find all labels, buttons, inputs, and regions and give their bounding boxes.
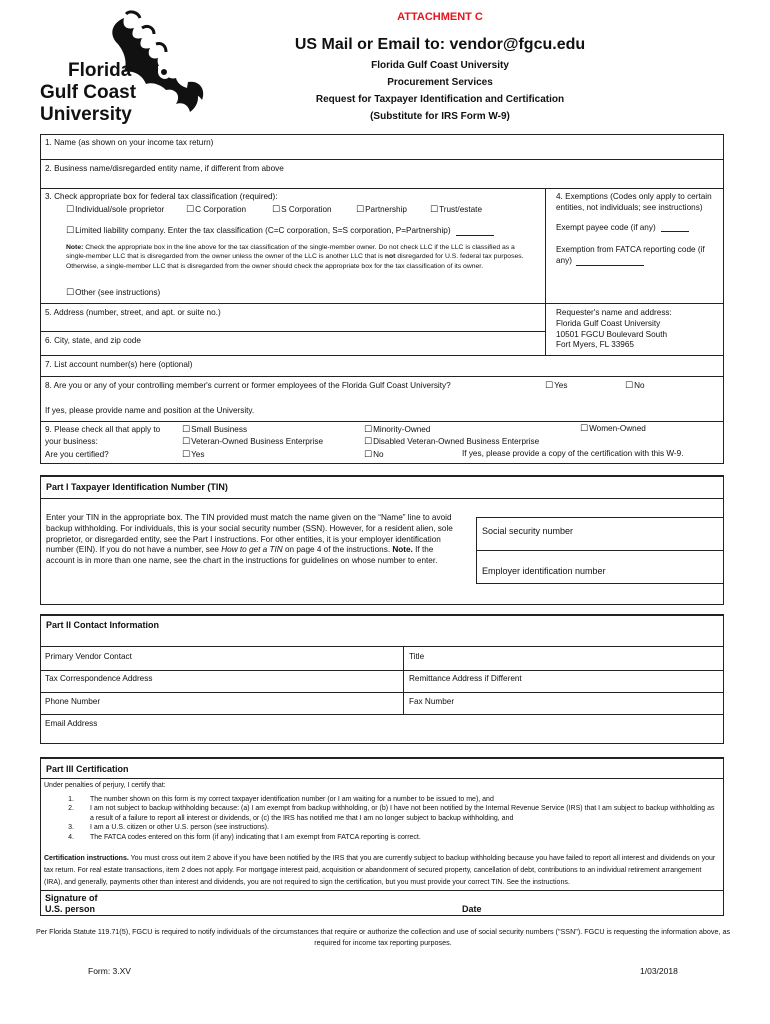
fax-field[interactable]: Fax Number [409,697,455,706]
logo-text-gulf-coast: Gulf Coast [40,82,137,103]
requester-title: Requester's name and address: [556,308,672,317]
small-business-checkbox[interactable]: ☐ Small Business [182,424,323,436]
other-checkbox[interactable]: ☐ Other (see instructions) [66,288,160,298]
title-field[interactable]: Title [409,652,425,661]
if-yes-label: If yes, please provide name and position at the University. [45,406,255,415]
account-numbers-field[interactable]: 7. List account number(s) here (optional) [45,360,193,369]
phone-field[interactable]: Phone Number [45,697,101,706]
primary-contact-field[interactable]: Primary Vendor Contact [45,652,132,661]
fatca-row: Exemption from FATCA reporting code (if any) [556,245,705,265]
exemptions-label: 4. Exemptions (Codes only apply to certain entities, not individuals; see instructions) [556,192,712,212]
signature-input[interactable] [110,893,450,913]
university-name: Florida Gulf Coast University [371,60,509,71]
c-corp-checkbox[interactable]: ☐ C Corporation [186,205,246,215]
certification-items [44,795,718,842]
signature-label: Signature of U.S. person [45,893,98,914]
fgcu-logo [38,10,213,128]
fatca-code-input[interactable] [576,256,644,266]
tax-address-field[interactable]: Tax Correspondence Address [45,674,153,683]
disabled-veteran-checkbox[interactable]: ☐ Disabled Veteran-Owned Business Enterprise [364,436,539,448]
city-field[interactable]: 6. City, state, and zip code [45,336,141,345]
email-field[interactable]: Email Address [45,719,98,728]
requester-address [556,308,672,351]
cert-item: 4. The FATCA codes entered on this form (if any) indicating that I am exempt from FATCA reporting is correct. [68,833,421,841]
remittance-address-field[interactable]: Remittance Address if Different [409,674,522,683]
mail-title: US Mail or Email to: vendor@fgcu.edu [294,36,586,53]
logo-text-florida: Florida [68,60,132,81]
partnership-checkbox[interactable]: ☐ Partnership [356,205,407,215]
certified-yes-checkbox[interactable]: ☐ Yes [182,449,323,461]
requester-line: Florida Gulf Coast University [556,318,661,328]
perjury-intro: Under penalties of perjury, I certify that: [44,782,166,789]
form-date: 1/03/2018 [640,966,678,976]
cert-item: 3. I am a U.S. citizen or other U.S. person (see instructions). [68,824,269,832]
llc-note: Note: Check the appropriate box in the line above for the tax classification of the single-member owner. Do not check LLC if the LLC is classified as a single-member LLC that is disregarded from the owner unless the owner of the LLC is another LLC that is not disregarded for U.S. federal tax purposes. Otherwise, a single-member LLC that is disregarded from the owner should check the appropriate box for the tax classification of its owner. [66,244,524,270]
date-label: Date [462,904,482,914]
ssn-label: Social security number [482,526,574,536]
llc-checkbox[interactable]: ☐ Limited liability company. Enter the tax classification (C=C corporation, S=S corporation, P=Partnership) [66,226,451,235]
q9-label: 9. Please check all that apply to your business: Are you certified? [45,425,161,459]
department-name: Procurement Services [387,77,493,88]
part3-title: Part III Certification [46,764,129,774]
part1-title: Part I Taxpayer Identification Number (TIN) [46,482,228,492]
form-title: Request for Taxpayer Identification and Certification [315,94,565,105]
classification-label: 3. Check appropriate box for federal tax classification (required): [45,192,278,201]
certified-no-checkbox[interactable]: ☐ No [364,449,539,461]
business-name-field[interactable]: 2. Business name/disregarded entity name, if different from above [45,164,284,173]
exempt-payee-row: Exempt payee code (if any) [556,222,689,232]
address-field[interactable]: 5. Address (number, street, and apt. or suite no.) [45,308,221,317]
employee-yes-checkbox[interactable]: ☐ Yes [545,381,567,391]
employee-question: 8. Are you or any of your controlling member's current or former employees of the Florida Gulf Coast University? [45,381,451,390]
requester-line: Fort Myers, FL 33965 [556,340,634,350]
logo-text-university: University [40,104,132,125]
name-field[interactable]: 1. Name (as shown on your income tax return) [45,138,214,147]
trust-checkbox[interactable]: ☐ Trust/estate [430,205,482,215]
exempt-payee-input[interactable] [661,222,689,232]
attachment-label: ATTACHMENT C [397,11,483,23]
form-number: Form: 3.XV [88,966,131,976]
cert-item: 2. I am not subject to backup withholding because: (a) I am exempt from backup withholding, or (b) I have not been notified by the Internal Revenue Service (IRS) that I am subject to backup withholding as a result of a failure to report all interest or dividends, or (c) the IRS has notified me that I am no longer subject to backup withholding, and [68,805,715,822]
s-corp-checkbox[interactable]: ☐ S Corporation [272,205,332,215]
employee-no-checkbox[interactable]: ☐ No [625,381,645,391]
certification-note: If yes, please provide a copy of the certification with this W-9. [462,449,684,458]
llc-row [66,226,494,236]
individual-checkbox[interactable]: ☐ Individual/sole proprietor [66,205,164,215]
part1-instructions: Enter your TIN in the appropriate box. The TIN provided must match the name given on the “Name” line to avoid backup withholding. For individuals, this is your social security number (SSN). However, for a resident alien, sole proprietor, or disregarded entity, see the Part I instructions. For other entities, it is your employer identification number (EIN). If you do not have a number, see How to get a TIN on page 4 of the instructions. Note. If the account is in more than one name, see the chart in the instructions for guidelines on whose number to enter. [46,513,453,566]
women-owned-checkbox[interactable]: ☐ Women-Owned [580,424,646,434]
requester-line: 10501 FGCU Boulevard South [556,329,668,339]
cert-item: 1. The number shown on this form is my correct taxpayer identification number (or I am waiting for a number to be issued to me), and [68,796,494,803]
minority-owned-checkbox[interactable]: ☐ Minority-Owned [364,424,539,436]
veteran-owned-checkbox[interactable]: ☐ Veteran-Owned Business Enterprise [182,436,323,448]
q9-col1 [182,424,323,461]
llc-classification-input[interactable] [456,226,494,236]
certification-instructions: Certification instructions. You must cross out item 2 above if you have been notified by the IRS that you are currently subject to backup withholding because you have failed to report all interest and dividends on your tax return. For real estate transactions, item 2 does not apply. For mortgage interest paid, acquisition or abandonment of secured property, cancellation of debt, contributions to an individual retirement arrangement (IRA), and generally, payments other than interest and dividends, you are not required to sign the certification, but you must provide your correct TIN. See the instructions. [44,855,716,886]
statute-notice: Per Florida Statute 119.71(5), FGCU is required to notify individuals of the circumstances that require or authorize the collection and use of social security numbers ("SSN"). FGCU is requesting the information above, as required for income tax reporting purposes. [35,927,731,947]
form-subtitle: (Substitute for IRS Form W-9) [370,111,510,122]
part2-title: Part II Contact Information [46,620,160,630]
ein-label: Employer identification number [482,566,606,576]
